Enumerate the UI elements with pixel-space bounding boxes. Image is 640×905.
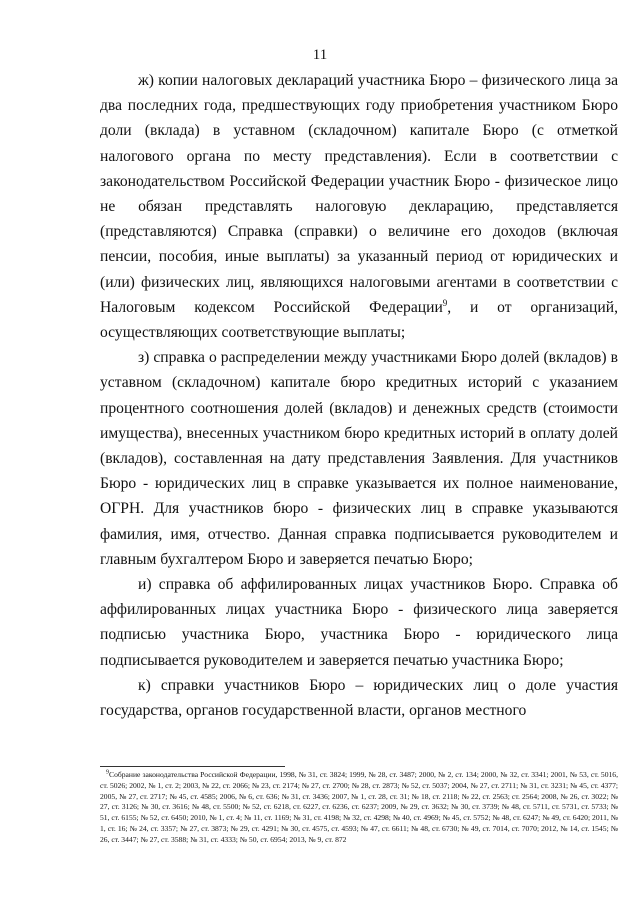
page-number: 11 <box>312 47 328 63</box>
footnote-text: Собрание законодательства Российской Федерации, 1998, № 31, ст. 3824; 1999, № 28, ст. 3487; 2000, № 2, ст. 134; 2000, № 32, ст. 3341; 2001, № 53, ст. 5016, ст. 5026; 2002, № 1, ст. 2; 2003, № 22, ст. 2066; № 23, ст. 2174; № 27, ст. 2700; № 28, ст. 2873; № 52, ст. 5037; 2004, № 27, ст. 2711; № 31, ст. 3231; № 45, ст. 4377; 2005, № 27, ст. 2717; № 45, ст. 4585; 2006, № 6, ст. 636; № 31, ст. 3436; 2007, № 1, ст. 28, ст. 31; № 18, ст. 2118; № 22, ст. 2563; ст. 2564; 2008, № 26, ст. 3022; № 27, ст. 3126; № 30, ст. 3616; № 48, ст. 5500; № 52, ст. 6218, ст. 6227, ст. 6236, ст. 6237; 2009, № 29, ст. 3632; № 30, ст. 3739; № 48, ст. 5711, ст. 5731, ст. 5733; № 51, ст. 6155; № 52, ст. 6450; 2010, № 1, ст. 4; № 11, ст. 1169; № 31, ст. 4198; № 32, ст. 4298; № 40, ст. 4969; № 45, ст. 5752; № 48, ст. 6247; № 49, ст. 6420; 2011, № 1, ст. 16; № 24, ст. 3357; № 27, ст. 3873; № 29, ст. 4291; № 30, ст. 4575, ст. 4593; № 47, ст. 6611; № 48, ст. 6730; № 49, ст. 7014, ст. 7070; 2012, № 14, ст. 1545; № 26, ст. 3447; № 27, ст. 3588; № 31, ст. 4333; № 50, ст. 6954; 2013, № 9, ст. 872 <box>100 770 618 844</box>
paragraph-text: ж) копии налоговых деклараций участника Бюро – физического лица за два последних года, предшествующих году приобретения участником Бюро доли (вклада) в уставном (складочном) капитале Бюро (с отметкой налогового органа по месту представления). Если в соответствии с законодательством Российской Федерации участник Бюро - физическое лицо не обязан представлять налоговую декларацию, представляется (представляются) Справка (справки) о величине его доходов (включая пенсии, пособия, иные выплаты) за указанный период от юридических и (или) физических лиц, являющихся налоговыми агентами в соответствии с Налоговым кодексом Российской Федерации <box>100 72 618 316</box>
footnote-ref[interactable]: 9 <box>442 297 448 308</box>
footnote-divider <box>100 766 285 767</box>
paragraph-text: и) справка об аффилированных лицах участников Бюро. Справка об аффилированных лицах участника Бюро - физического лица заверяется подписью участника Бюро, участника Бюро - юридического лица подписывается руководителем и заверяется печатью участника Бюро; <box>100 576 618 669</box>
paragraph-text: з) справка о распределении между участниками Бюро долей (вкладов) в уставном (складочном) капитале бюро кредитных историй с указанием процентного соотношения долей (вкладов) и денежных средств (стоимости имущества), внесенных участником бюро кредитных историй в оплату долей (вкладов), составленная на дату представления Заявления. Для участников Бюро - юридических лиц в справке указывается их полное наименование, ОГРН. Для участников бюро - физических лиц в справке указываются фамилия, имя, отчество. Данная справка подписывается руководителем и главным бухгалтером Бюро и заверяется печатью Бюро; <box>100 349 618 568</box>
paragraph-i <box>100 572 618 673</box>
footnote <box>100 770 618 846</box>
document-body <box>100 68 618 723</box>
paragraph-zh <box>100 68 618 345</box>
paragraph-k <box>100 673 618 723</box>
footnote-marker: 9 <box>106 769 109 776</box>
paragraph-z <box>100 345 618 572</box>
paragraph-text: к) справки участников Бюро – юридических лиц о доле участия государства, органов государственной власти, органов местного <box>100 676 618 720</box>
paragraph-text-continued: , и от организаций, осуществляющих соответствующие выплаты; <box>100 298 618 342</box>
